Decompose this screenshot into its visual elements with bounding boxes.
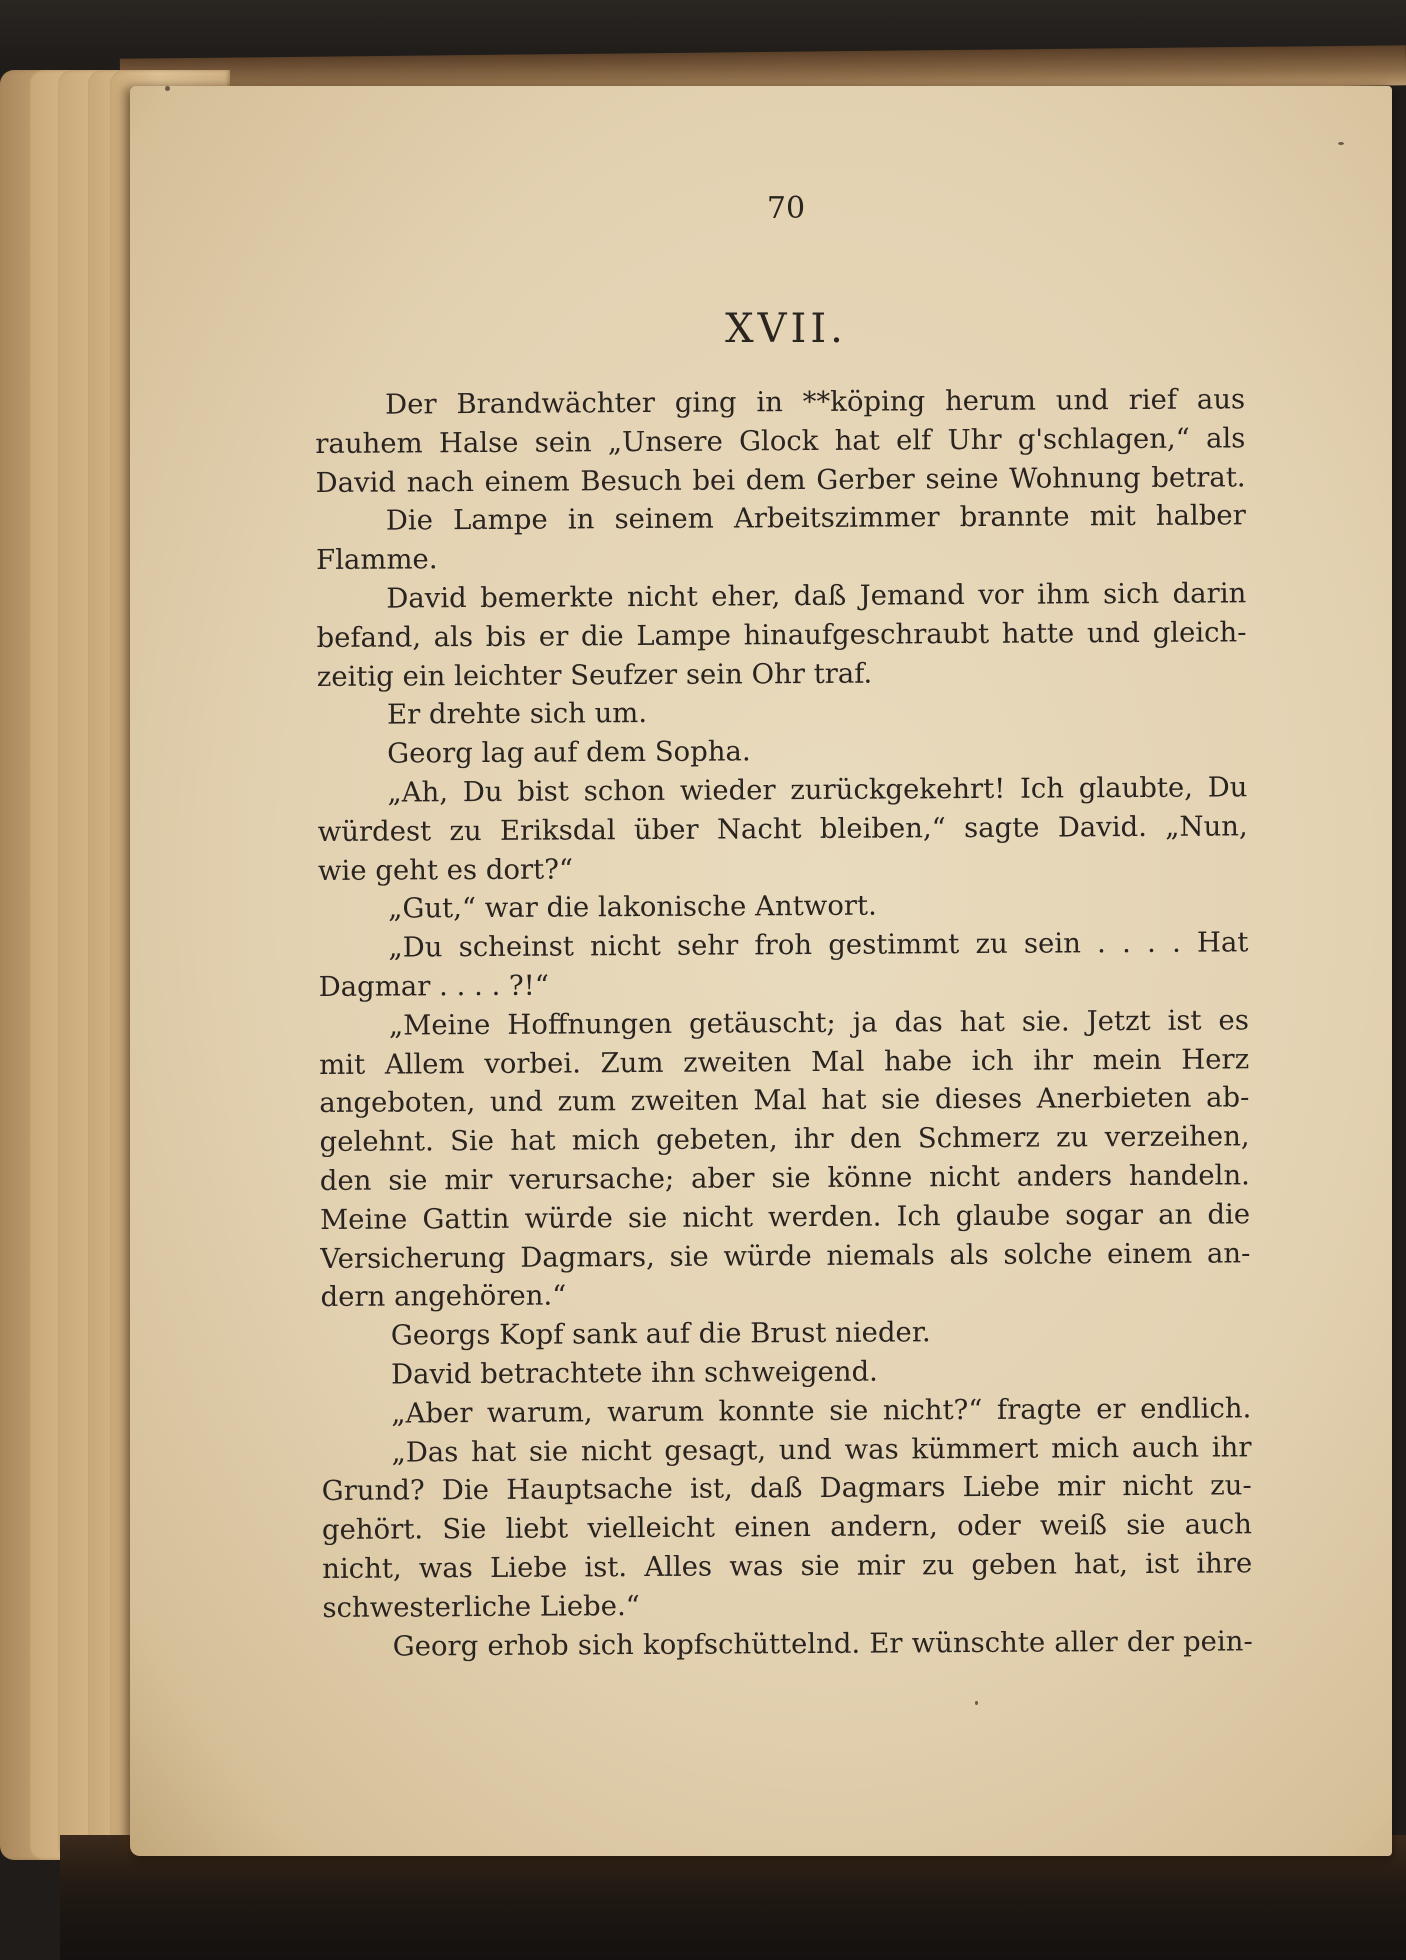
text-line: gelehnt. Sie hat mich gebeten, ihr den Schmerz zu verzeihen, xyxy=(319,1120,1250,1159)
text-line: Er drehte sich um. xyxy=(386,697,648,731)
paper-speck xyxy=(975,1701,978,1705)
page-number: 70 xyxy=(766,191,806,226)
text-line: „Das hat sie nicht gesagt, und was kümmert mich auch ihr xyxy=(391,1430,1252,1469)
text-line: Die Lampe in seinem Arbeitszimmer brannte mit halber xyxy=(385,499,1246,537)
text-line: gehört. Sie liebt vielleicht einen andern, oder weiß sie auch xyxy=(321,1508,1253,1547)
text-line: schwesterliche Liebe.“ xyxy=(322,1589,640,1624)
text-line: Der Brandwächter ging in **köping herum und rief aus xyxy=(385,383,1246,421)
text-line: David betrachtete ihn schweigend. xyxy=(390,1355,878,1391)
paper-speck xyxy=(165,86,170,91)
text-line: befand, als bis er die Lampe hinaufgeschraubt hatte und gleich- xyxy=(316,616,1247,654)
text-line: „Du scheinst nicht sehr froh gestimmt zu sein . . . . Hat xyxy=(388,926,1249,964)
text-line: dern angehören.“ xyxy=(320,1279,567,1314)
text-line: zeitig ein leichter Seufzer sein Ohr traf. xyxy=(316,657,873,693)
text-line: „Ah, Du bist schon wieder zurückgekehrt! Ich glaubte, Du xyxy=(387,771,1248,809)
text-line: „Gut,“ war die lakonische Antwort. xyxy=(388,889,877,925)
text-line: „Aber warum, warum konnte sie nicht?“ fragte er endlich. xyxy=(391,1392,1252,1430)
text-line: Georgs Kopf sank auf die Brust nieder. xyxy=(390,1316,931,1352)
text-line: angeboten, und zum zweiten Mal hat sie dieses Anerbieten ab- xyxy=(319,1081,1250,1120)
text-line: wie geht es dort?“ xyxy=(317,852,574,887)
text-line: mit Allem vorbei. Zum zweiten Mal habe ich ihr mein Herz xyxy=(319,1042,1250,1081)
book-page xyxy=(130,86,1392,1856)
text-line: rauhem Halse sein „Unsere Glock hat elf Uhr g'schlagen,“ als xyxy=(315,422,1246,460)
text-line: David nach einem Besuch bei dem Gerber seine Wohnung betrat. xyxy=(315,460,1246,499)
text-line: Georg lag auf dem Sopha. xyxy=(387,735,751,770)
text-line: „Meine Hoffnungen getäuscht; ja das hat sie. Jetzt ist es xyxy=(388,1004,1249,1042)
text-line: Dagmar . . . . ?!“ xyxy=(318,969,549,1003)
text-line: würdest zu Eriksdal über Nacht bleiben,“ sagte David. „Nun, xyxy=(317,810,1248,848)
paper-speck xyxy=(1338,142,1344,145)
chapter-heading: XVII. xyxy=(725,306,847,352)
text-line: Flamme. xyxy=(315,543,438,577)
text-line: David bemerkte nicht eher, daß Jemand vor ihm sich darin xyxy=(386,577,1247,615)
text-line: Meine Gattin würde sie nicht werden. Ich glaube sogar an die xyxy=(319,1198,1251,1236)
text-line: den sie mir verursache; aber sie könne nicht anders handeln. xyxy=(319,1159,1250,1197)
text-line: Grund? Die Hauptsache ist, daß Dagmars Liebe mir nicht zu- xyxy=(321,1469,1252,1508)
text-line: Georg erhob sich kopfschüttelnd. Er wünschte aller der pein- xyxy=(392,1624,1253,1663)
page-text xyxy=(315,380,1253,1666)
text-line: Versicherung Dagmars, sie würde niemals als solche einem an- xyxy=(320,1236,1251,1275)
text-line: nicht, was Liebe ist. Alles was sie mir zu geben hat, ist ihre xyxy=(322,1547,1253,1585)
